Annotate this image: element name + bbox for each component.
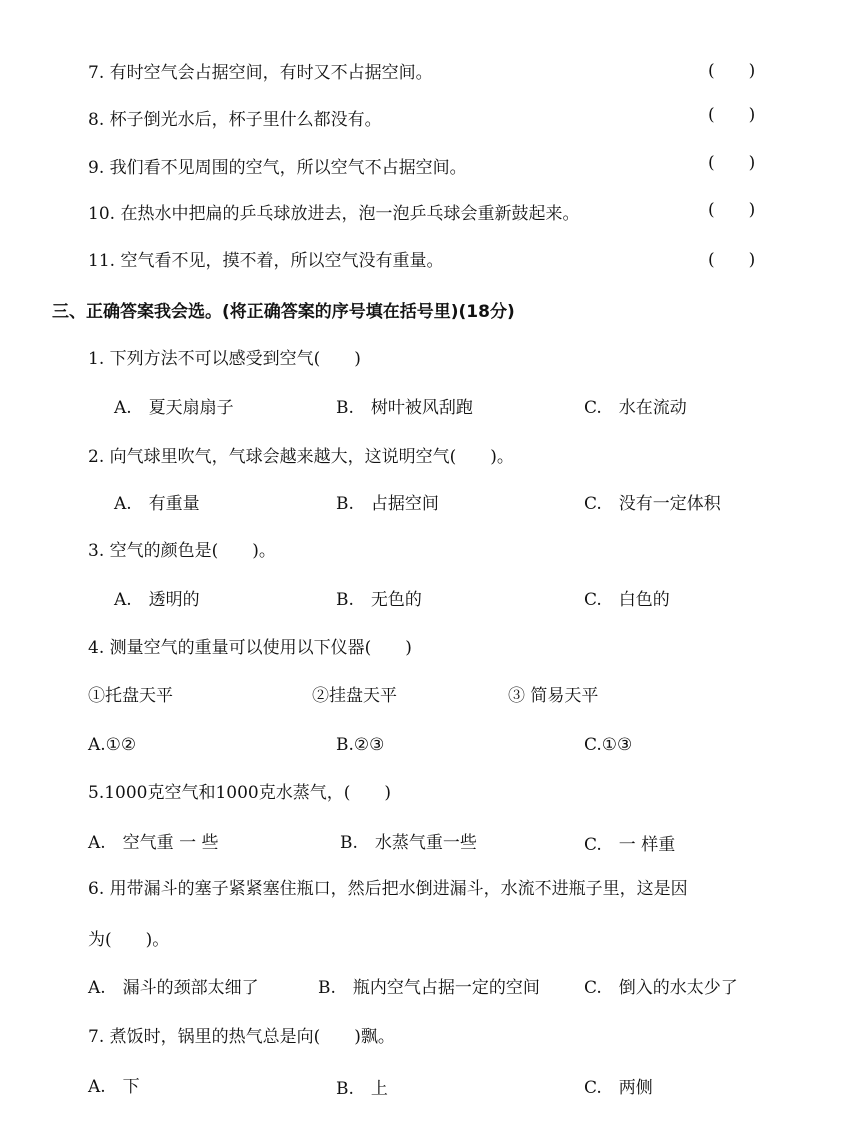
section-heading: 三、正确答案我会选。(将正确答案的序号填在括号里)(18分) [52, 302, 515, 322]
option-b[interactable]: B. 水蒸气重一些 [340, 833, 477, 853]
question-text: 10. 在热水中把扁的乒乓球放进去，泡一泡乒乓球会重新鼓起来。 [88, 204, 580, 224]
question-text: 5.1000克空气和1000克水蒸气，( ) [88, 783, 392, 803]
option-a[interactable]: A. 夏天扇扇子 [114, 398, 234, 418]
answer-paren[interactable]: ( ) [708, 250, 756, 270]
question-text: 3. 空气的颜色是( )。 [88, 541, 276, 561]
option-a[interactable]: A. 有重量 [114, 494, 200, 514]
instrument-3: ③ 简易天平 [508, 686, 599, 706]
question-text: 6. 用带漏斗的塞子紧紧塞住瓶口，然后把水倒进漏斗，水流不进瓶子里，这是因 [88, 879, 688, 899]
option-a[interactable]: A. 下 [88, 1077, 140, 1097]
answer-paren[interactable]: ( ) [708, 105, 756, 125]
option-b[interactable]: B. 树叶被风刮跑 [336, 398, 473, 418]
option-b[interactable]: B. 上 [336, 1079, 388, 1099]
question-text: 2. 向气球里吹气，气球会越来越大，这说明空气( )。 [88, 447, 514, 467]
question-text: 11. 空气看不见，摸不着，所以空气没有重量。 [88, 251, 444, 271]
option-c[interactable]: C. 一 样重 [584, 835, 676, 855]
question-text: 1. 下列方法不可以感受到空气( ) [88, 349, 361, 369]
option-b[interactable]: B. 无色的 [336, 590, 422, 610]
question-text-cont: 为( )。 [88, 930, 170, 950]
option-a[interactable]: A.①② [88, 735, 137, 755]
question-text: 9. 我们看不见周围的空气，所以空气不占据空间。 [88, 158, 467, 178]
question-text: 7. 煮饭时，锅里的热气总是向( )飘。 [88, 1027, 395, 1047]
question-text: 8. 杯子倒光水后，杯子里什么都没有。 [88, 110, 382, 130]
instrument-1: ①托盘天平 [88, 686, 173, 706]
option-a[interactable]: A. 透明的 [114, 590, 200, 610]
option-b[interactable]: B.②③ [336, 735, 385, 755]
instrument-2: ②挂盘天平 [312, 686, 397, 706]
option-c[interactable]: C.①③ [584, 735, 633, 755]
answer-paren[interactable]: ( ) [708, 200, 756, 220]
option-c[interactable]: C. 没有一定体积 [584, 494, 721, 514]
option-a[interactable]: A. 漏斗的颈部太细了 [88, 978, 259, 998]
option-b[interactable]: B. 占据空间 [336, 494, 439, 514]
answer-paren[interactable]: ( ) [708, 61, 756, 81]
option-c[interactable]: C. 倒入的水太少了 [584, 978, 738, 998]
option-c[interactable]: C. 两侧 [584, 1078, 653, 1098]
option-a[interactable]: A. 空气重 一 些 [88, 833, 219, 853]
option-b[interactable]: B. 瓶内空气占据一定的空间 [318, 978, 540, 998]
answer-paren[interactable]: ( ) [708, 153, 756, 173]
question-text: 7. 有时空气会占据空间，有时又不占据空间。 [88, 63, 433, 83]
question-text: 4. 测量空气的重量可以使用以下仪器( ) [88, 638, 412, 658]
option-c[interactable]: C. 水在流动 [584, 398, 687, 418]
option-c[interactable]: C. 白色的 [584, 590, 670, 610]
